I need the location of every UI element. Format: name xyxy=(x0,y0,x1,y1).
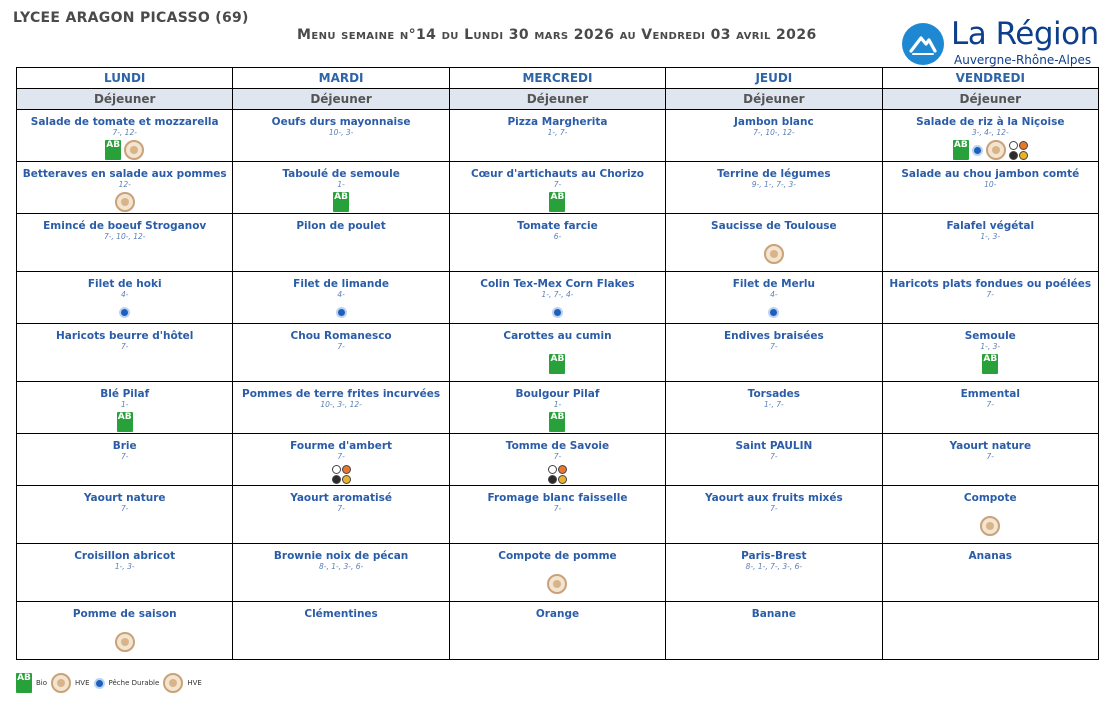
allergen-codes: 10-, 3-, 12- xyxy=(320,400,362,409)
label-badges xyxy=(883,353,1098,375)
menu-cell xyxy=(449,110,665,162)
sustainable-fishing-icon xyxy=(552,307,563,318)
hve-label-icon xyxy=(986,140,1006,160)
dish-name: Croisillon abricot xyxy=(74,550,176,562)
menu-cell xyxy=(449,162,665,214)
label-badges xyxy=(17,301,232,323)
label-badges xyxy=(450,301,665,323)
dish-name: Salade de tomate et mozzarella xyxy=(30,116,219,128)
allergen-codes: 10-, 3- xyxy=(328,128,354,137)
label-badges xyxy=(883,515,1098,537)
dish-name: Ananas xyxy=(968,550,1013,562)
menu-cell xyxy=(882,434,1098,486)
aop-dot-icon xyxy=(1009,151,1018,160)
allergen-codes: 7- xyxy=(986,290,995,299)
label-badges xyxy=(450,411,665,433)
allergen-codes: 7-, 12- xyxy=(112,128,137,137)
meal-label: Déjeuner xyxy=(449,89,665,110)
label-badges xyxy=(17,631,232,653)
menu-cell xyxy=(17,272,233,324)
hve-label-icon xyxy=(124,140,144,160)
meal-label: Déjeuner xyxy=(666,89,882,110)
allergen-codes: 4- xyxy=(337,290,345,299)
allergen-codes: 1-, 7- xyxy=(547,128,568,137)
label-badges xyxy=(17,139,232,161)
menu-cell xyxy=(233,162,449,214)
weekly-menu-table xyxy=(16,67,1099,660)
dish-name: Colin Tex-Mex Corn Flakes xyxy=(480,278,635,290)
menu-cell xyxy=(17,162,233,214)
region-logo-name: La Région xyxy=(951,16,1099,52)
menu-row xyxy=(17,382,1099,434)
menu-cell xyxy=(233,272,449,324)
menu-cell xyxy=(882,544,1098,602)
dish-name: Haricots plats fondues ou poélées xyxy=(889,278,1092,290)
allergen-codes: 7- xyxy=(120,504,129,513)
aop-dot-icon xyxy=(342,475,351,484)
allergen-codes: 7- xyxy=(553,180,562,189)
menu-cell xyxy=(17,324,233,382)
allergen-codes xyxy=(883,504,1098,513)
bio-label-icon: AB xyxy=(982,354,998,374)
menu-cell xyxy=(233,324,449,382)
aop-dot-icon xyxy=(342,465,351,474)
menu-cell xyxy=(882,214,1098,272)
menu-cell xyxy=(449,214,665,272)
menu-row xyxy=(17,162,1099,214)
label-badges xyxy=(666,301,881,323)
dish-name: Fromage blanc faisselle xyxy=(487,492,628,504)
dish-name: Saucisse de Toulouse xyxy=(711,220,837,232)
sustainable-fishing-icon xyxy=(972,145,983,156)
menu-cell xyxy=(882,382,1098,434)
menu-cell xyxy=(17,434,233,486)
allergen-codes: 7- xyxy=(770,452,778,461)
region-logo-icon xyxy=(902,23,944,65)
menu-cell xyxy=(233,214,449,272)
allergen-codes: 7- xyxy=(120,342,129,351)
aop-dot-icon xyxy=(332,475,341,484)
day-header: VENDREDI xyxy=(882,68,1098,89)
allergen-codes: 7- xyxy=(770,342,778,351)
label-badges xyxy=(450,353,665,375)
dish-name: Orange xyxy=(535,608,580,620)
allergen-codes: 1- xyxy=(337,180,345,189)
dish-name: Oeufs durs mayonnaise xyxy=(271,116,411,128)
menu-cell xyxy=(666,602,882,660)
menu-cell xyxy=(233,602,449,660)
dish-name: Clémentines xyxy=(304,608,378,620)
aop-label-icon xyxy=(1009,141,1028,160)
dish-name: Brie xyxy=(112,440,137,452)
dish-name: Terrine de légumes xyxy=(717,168,831,180)
allergen-codes xyxy=(450,562,665,571)
dish-name: Yaourt nature xyxy=(949,440,1032,452)
menu-cell xyxy=(882,324,1098,382)
allergen-codes xyxy=(233,232,448,241)
allergen-codes: 7- xyxy=(770,504,778,513)
menu-row xyxy=(17,602,1099,660)
menu-cell xyxy=(233,382,449,434)
menu-cell xyxy=(449,382,665,434)
menu-cell xyxy=(666,324,882,382)
allergen-codes: 7- xyxy=(337,452,345,461)
meal-header-row xyxy=(17,89,1099,110)
menu-cell xyxy=(17,110,233,162)
menu-cell xyxy=(882,162,1098,214)
dish-name: Emmental xyxy=(960,388,1020,400)
dish-name: Blé Pilaf xyxy=(100,388,150,400)
hve-label-icon xyxy=(115,192,135,212)
menu-cell xyxy=(666,544,882,602)
sustainable-fishing-icon xyxy=(94,678,105,689)
aop-label-icon xyxy=(332,465,351,484)
menu-row xyxy=(17,544,1099,602)
dish-name: Pomme de saison xyxy=(72,608,177,620)
bio-label-icon: AB xyxy=(549,354,565,374)
allergen-codes: 12- xyxy=(118,180,131,189)
dish-name: Pilon de poulet xyxy=(296,220,386,232)
allergen-codes: 7- xyxy=(337,504,345,513)
menu-cell xyxy=(449,544,665,602)
allergen-codes: 10- xyxy=(984,180,997,189)
label-badges xyxy=(233,191,448,213)
bio-label-icon: AB xyxy=(953,140,969,160)
dish-name: Pommes de terre frites incurvées xyxy=(242,388,441,400)
aop-dot-icon xyxy=(558,465,567,474)
bio-label-icon: AB xyxy=(117,412,133,432)
allergen-codes xyxy=(883,562,1098,571)
menu-cell xyxy=(233,110,449,162)
menu-row xyxy=(17,324,1099,382)
menu-cell xyxy=(666,382,882,434)
menu-title: Menu semaine n°14 du Lundi 30 mars 2026 au Vendredi 03 avril 2026 xyxy=(297,27,817,43)
aop-dot-icon xyxy=(1019,151,1028,160)
dish-name: Boulgour Pilaf xyxy=(515,388,600,400)
dish-name: Filet de limande xyxy=(293,278,389,290)
menu-row xyxy=(17,110,1099,162)
label-badges xyxy=(233,463,448,485)
meal-label: Déjeuner xyxy=(882,89,1098,110)
dish-name: Betteraves en salade aux pommes xyxy=(22,168,227,180)
school-name: LYCEE ARAGON PICASSO (69) xyxy=(13,10,249,26)
menu-cell xyxy=(17,602,233,660)
allergen-codes xyxy=(450,342,665,351)
day-header-row xyxy=(17,68,1099,89)
label-badges xyxy=(666,243,881,265)
dish-name: Yaourt nature xyxy=(83,492,166,504)
menu-cell xyxy=(666,434,882,486)
allergen-codes: 3-, 4-, 12- xyxy=(971,128,1009,137)
sustainable-fishing-icon xyxy=(119,307,130,318)
aop-dot-icon xyxy=(332,465,341,474)
menu-cell xyxy=(449,602,665,660)
allergen-codes xyxy=(450,620,665,629)
dish-name: Emincé de boeuf Stroganov xyxy=(43,220,207,232)
allergen-codes: 1-, 3- xyxy=(980,232,1001,241)
aop-dot-icon xyxy=(548,475,557,484)
menu-cell xyxy=(449,324,665,382)
allergen-codes: 1-, 3- xyxy=(114,562,135,571)
dish-name: Pizza Margherita xyxy=(507,116,608,128)
menu-cell xyxy=(882,110,1098,162)
menu-cell xyxy=(666,214,882,272)
dish-name: Endives braisées xyxy=(723,330,824,342)
allergen-codes: 7- xyxy=(986,400,995,409)
dish-name: Yaourt aromatisé xyxy=(290,492,392,504)
dish-name: Paris-Brest xyxy=(741,550,807,562)
region-logo-subtitle: Auvergne-Rhône-Alpes xyxy=(954,53,1092,67)
allergen-codes: 1- xyxy=(553,400,562,409)
label-badges xyxy=(883,139,1098,161)
allergen-codes xyxy=(883,608,1098,617)
menu-cell xyxy=(666,272,882,324)
hve-label-icon xyxy=(115,632,135,652)
menu-row xyxy=(17,486,1099,544)
sustainable-fishing-icon xyxy=(768,307,779,318)
allergen-codes: 1-, 7- xyxy=(764,400,784,409)
hve-label-icon xyxy=(163,673,183,693)
allergen-codes: 4- xyxy=(770,290,778,299)
meal-label: Déjeuner xyxy=(233,89,449,110)
dish-name: Tomate farcie xyxy=(517,220,598,232)
dish-name: Cœur d'artichauts au Chorizo xyxy=(470,168,644,180)
allergen-codes xyxy=(666,232,881,241)
sustainable-fishing-icon xyxy=(336,307,347,318)
dish-name: Carottes au cumin xyxy=(503,330,612,342)
menu-cell xyxy=(17,544,233,602)
menu-cell xyxy=(449,486,665,544)
allergen-codes xyxy=(17,620,232,629)
bio-label-icon: AB xyxy=(549,412,565,432)
legend-bio-label: Bio xyxy=(36,679,48,687)
allergen-codes: 1-, 3- xyxy=(980,342,1001,351)
allergen-codes: 4- xyxy=(120,290,129,299)
bio-label-icon: AB xyxy=(549,192,565,212)
menu-row xyxy=(17,272,1099,324)
hve-label-icon xyxy=(547,574,567,594)
dish-name: Banane xyxy=(751,608,796,620)
allergen-codes: 6- xyxy=(553,232,562,241)
dish-name: Saint PAULIN xyxy=(735,440,813,452)
menu-cell xyxy=(233,434,449,486)
dish-name: Salade au chou jambon comté xyxy=(901,168,1080,180)
menu-cell xyxy=(882,272,1098,324)
dish-name: Salade de riz à la Niçoise xyxy=(916,116,1065,128)
menu-row xyxy=(17,214,1099,272)
allergen-codes: 7-, 10-, 12- xyxy=(753,128,795,137)
bio-label-icon: AB xyxy=(333,192,349,212)
menu-cell xyxy=(666,162,882,214)
label-badges xyxy=(450,463,665,485)
hve-label-icon xyxy=(980,516,1000,536)
menu-row xyxy=(17,434,1099,486)
day-header: JEUDI xyxy=(666,68,882,89)
menu-cell xyxy=(17,382,233,434)
allergen-codes xyxy=(666,620,881,629)
dish-name: Yaourt aux fruits mixés xyxy=(705,492,843,504)
day-header: MARDI xyxy=(233,68,449,89)
label-badges xyxy=(450,573,665,595)
dish-name: Brownie noix de pécan xyxy=(273,550,409,562)
menu-cell xyxy=(233,486,449,544)
allergen-codes: 8-, 1-, 7-, 3-, 6- xyxy=(745,562,803,571)
menu-cell xyxy=(17,486,233,544)
legend-peche-label: Pêche Durable xyxy=(108,679,160,687)
dish-name: Jambon blanc xyxy=(734,116,814,128)
allergen-codes: 9-, 1-, 7-, 3- xyxy=(751,180,796,189)
menu-cell xyxy=(449,434,665,486)
menu-cell xyxy=(666,486,882,544)
dish-name: Chou Romanesco xyxy=(290,330,392,342)
menu-cell xyxy=(666,110,882,162)
label-badges xyxy=(233,301,448,323)
aop-dot-icon xyxy=(548,465,557,474)
label-badges xyxy=(450,191,665,213)
allergen-codes: 1-, 7-, 4- xyxy=(541,290,574,299)
hve-label-icon xyxy=(764,244,784,264)
dish-name: Haricots beurre d'hôtel xyxy=(55,330,194,342)
hve-label-icon xyxy=(51,673,71,693)
label-badges xyxy=(17,191,232,213)
meal-label: Déjeuner xyxy=(17,89,233,110)
dish-name: Compote xyxy=(963,492,1017,504)
allergen-codes: 7- xyxy=(120,452,129,461)
allergen-codes: 1- xyxy=(120,400,129,409)
day-header: LUNDI xyxy=(17,68,233,89)
aop-dot-icon xyxy=(1009,141,1018,150)
allergen-codes: 7- xyxy=(553,504,562,513)
aop-dot-icon xyxy=(558,475,567,484)
dish-name: Taboulé de semoule xyxy=(282,168,400,180)
dish-name: Filet de Merlu xyxy=(732,278,816,290)
allergen-codes: 7- xyxy=(986,452,995,461)
aop-label-icon xyxy=(548,465,567,484)
dish-name: Falafel végétal xyxy=(946,220,1035,232)
dish-name: Compote de pomme xyxy=(498,550,617,562)
menu-cell xyxy=(233,544,449,602)
allergen-codes: 7- xyxy=(553,452,562,461)
allergen-codes: 7- xyxy=(337,342,345,351)
menu-body xyxy=(17,110,1099,660)
aop-dot-icon xyxy=(1019,141,1028,150)
region-logo xyxy=(902,16,1107,68)
menu-cell xyxy=(17,214,233,272)
legend xyxy=(16,670,206,696)
dish-name: Semoule xyxy=(964,330,1016,342)
legend-hve-label: HVE xyxy=(75,679,90,687)
bio-label-icon: AB xyxy=(105,140,121,160)
dish-name: Torsades xyxy=(747,388,801,400)
menu-cell xyxy=(449,272,665,324)
allergen-codes: 7-, 10-, 12- xyxy=(103,232,146,241)
label-badges xyxy=(17,411,232,433)
dish-name: Tomme de Savoie xyxy=(505,440,610,452)
allergen-codes xyxy=(233,620,448,629)
dish-name: Filet de hoki xyxy=(87,278,162,290)
dish-name: Fourme d'ambert xyxy=(290,440,393,452)
menu-cell xyxy=(882,486,1098,544)
allergen-codes: 8-, 1-, 3-, 6- xyxy=(318,562,364,571)
legend-hve2-label: HVE xyxy=(187,679,202,687)
menu-cell xyxy=(882,602,1098,660)
day-header: MERCREDI xyxy=(449,68,665,89)
bio-label-icon: AB xyxy=(16,673,32,693)
